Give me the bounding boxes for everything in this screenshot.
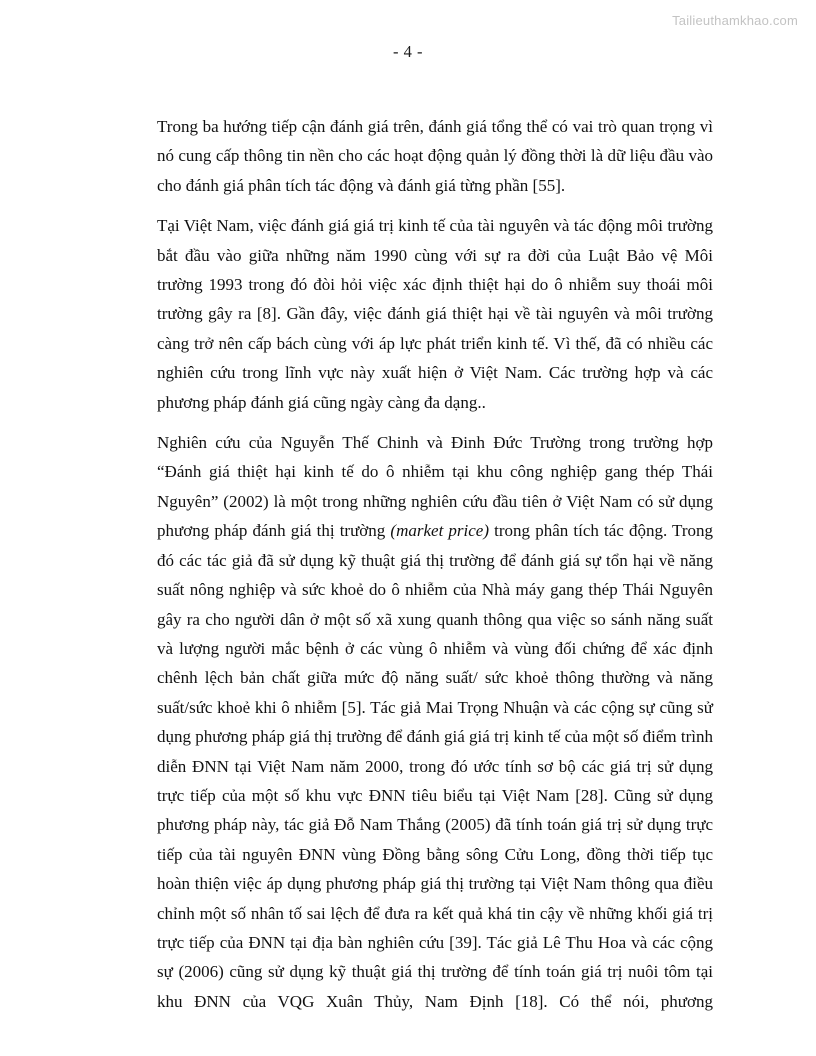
italic-term-market-price: (market price) [390, 521, 490, 541]
site-watermark: Tailieuthamkhao.com [672, 13, 798, 28]
page-body [157, 112, 713, 1016]
page-number: - 4 - [393, 42, 423, 61]
paragraph-2: Tại Việt Nam, việc đánh giá giá trị kinh tế của tài nguyên và tác động môi trường bắt đầu vào giữa những năm 1990 cùng với sự ra đời của Luật Bảo vệ Môi trường 1993 trong đó đòi hỏi việc xác định thiệt hại do ô nhiễm suy thoái môi trường gây ra [8]. Gần đây, việc đánh giá thiệt hại về tài nguyên và môi trường càng trở nên cấp bách cùng với áp lực phát triển kinh tế. Vì thế, đã có nhiều các nghiên cứu trong lĩnh vực này xuất hiện ở Việt Nam. Các trường hợp và các phương pháp đánh giá cũng ngày càng đa dạng.. [157, 216, 713, 412]
paragraph-3-text-before-italic: Nghiên cứu của Nguyễn Thế Chinh và Đinh Đức Trường trong trường hợp “Đánh giá thiệt hại kinh tế do ô nhiễm tại khu công nghiệp gang thép Thái Nguyên” (2002) là một trong những nghiên cứu đầu tiên ở Việt Nam có sử dụng phương pháp đánh giá thị trường [157, 433, 713, 541]
paragraph-3-text-after-italic: trong phân tích tác động. Trong đó các tác giả đã sử dụng kỹ thuật giá thị trường để đánh giá sự tổn hại về năng suất nông nghiệp và sức khoẻ do ô nhiễm của Nhà máy gang thép Thái Nguyên gây ra cho người dân ở một số xã xung quanh thông qua việc so sánh năng suất và lượng người mắc bệnh ở các vùng ô nhiễm và vùng đối chứng để xác định chênh lệch bản chất giữa mức độ năng suất/ sức khoẻ thông thường và năng suất/sức khoẻ khi ô nhiễm [5]. Tác giả Mai Trọng Nhuận và các cộng sự cũng sử dụng phương pháp giá thị trường để đánh giá giá trị kinh tế của một số điểm trình diễn ĐNN tại Việt Nam năm 2000, trong đó ước tính sơ bộ các giá trị sử dụng trực tiếp của một số khu vực ĐNN tiêu biểu tại Việt Nam [28]. Cũng sử dụng phương pháp này, tác giả Đỗ Nam Thắng (2005) đã tính toán giá trị sử dụng trực tiếp của tài nguyên ĐNN vùng Đồng bằng sông Cửu Long, đồng thời tiếp tục hoàn thiện việc áp dụng phương pháp giá thị trường tại Việt Nam thông qua điều chỉnh một số nhân tố sai lệch để đưa ra kết quả khá tin cậy về những khối giá trị trực tiếp của ĐNN tại địa bàn nghiên cứu [39]. Tác giả Lê Thu Hoa và các cộng sự (2006) cũng sử dụng kỹ thuật giá thị trường để tính toán giá trị nuôi tôm tại khu ĐNN của VQG Xuân Thủy, Nam Định [18]. Có thể nói, phương [157, 521, 713, 1011]
paragraph-1: Trong ba hướng tiếp cận đánh giá trên, đánh giá tổng thể có vai trò quan trọng vì nó cung cấp thông tin nền cho các hoạt động quản lý đồng thời là dữ liệu đầu vào cho đánh giá phân tích tác động và đánh giá từng phần [55]. [157, 117, 713, 195]
paragraph-3 [157, 428, 713, 1016]
